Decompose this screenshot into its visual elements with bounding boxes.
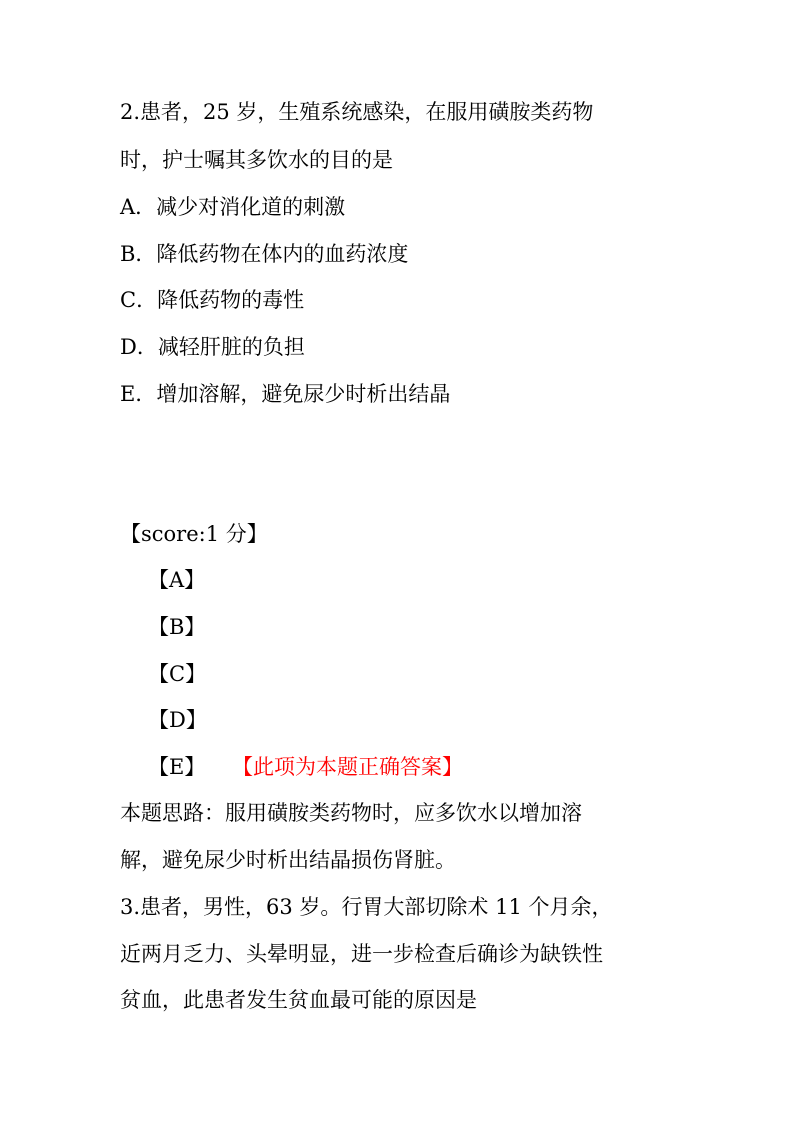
question-3-stem-line-3: 贫血，此患者发生贫血最可能的原因是 xyxy=(120,988,477,1012)
question-2-stem-line-1: 2.患者，25 岁，生殖系统感染，在服用磺胺类药物 xyxy=(120,100,594,124)
explanation-line-2: 解，避免尿少时析出结晶损伤肾脏。 xyxy=(120,848,456,872)
correct-answer-marker: 【此项为本题正确答案】 xyxy=(232,755,463,779)
answer-c: 【C】 xyxy=(148,662,207,686)
option-e: E．增加溶解，避免尿少时析出结晶 xyxy=(120,382,451,406)
question-3-stem-line-2: 近两月乏力、头晕明显，进一步检查后确诊为缺铁性 xyxy=(120,942,603,966)
explanation-line-1: 本题思路：服用磺胺类药物时，应多饮水以增加溶 xyxy=(120,801,582,825)
option-b: B．降低药物在体内的血药浓度 xyxy=(120,242,409,266)
option-c: C．降低药物的毒性 xyxy=(120,288,305,312)
score-label: 【score:1 分】 xyxy=(120,522,268,546)
answer-a: 【A】 xyxy=(148,568,206,592)
option-a: A．减少对消化道的刺激 xyxy=(120,195,346,219)
answer-e: 【E】 xyxy=(148,755,206,779)
question-2-stem-line-2: 时，护士嘱其多饮水的目的是 xyxy=(120,148,393,172)
answer-b: 【B】 xyxy=(148,615,206,639)
answer-d: 【D】 xyxy=(148,708,207,732)
question-3-stem-line-1: 3.患者，男性，63 岁。行胃大部切除术 11 个月余， xyxy=(120,895,613,919)
option-d: D．减轻肝脏的负担 xyxy=(120,335,305,359)
